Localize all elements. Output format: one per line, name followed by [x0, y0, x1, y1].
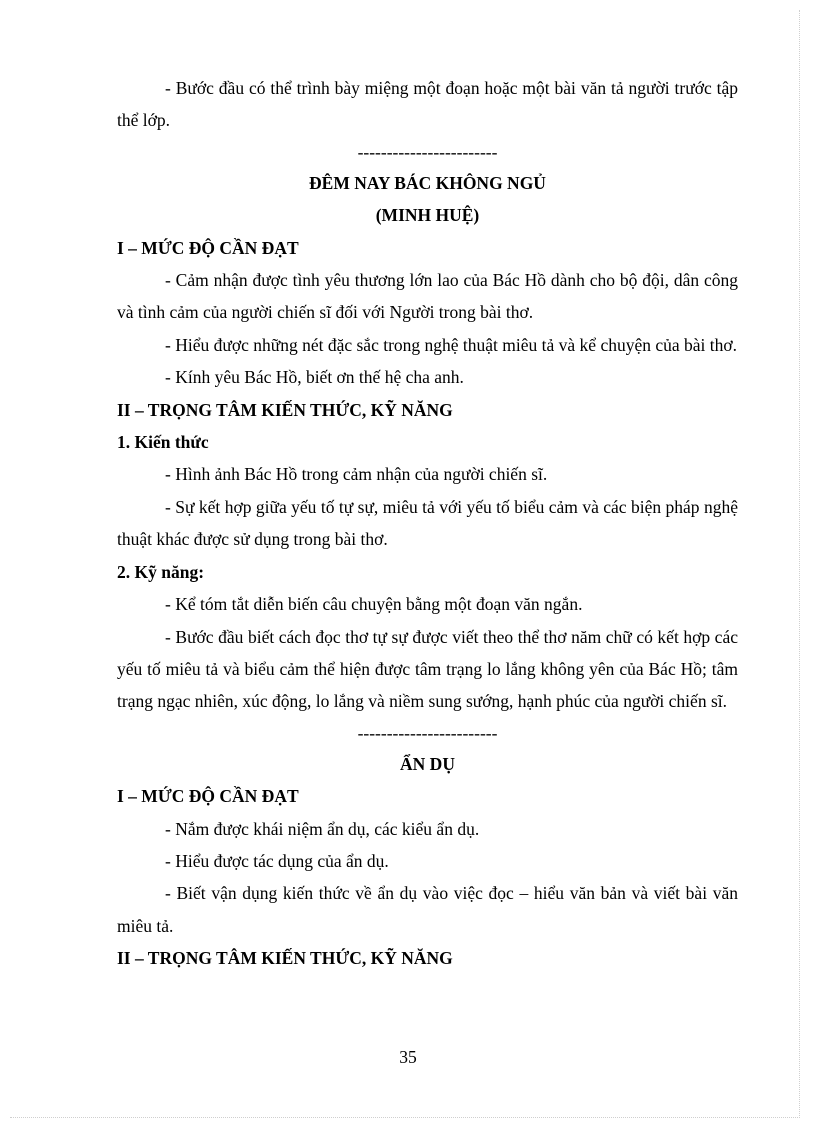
section-heading: II – TRỌNG TÂM KIẾN THỨC, KỸ NĂNG [117, 399, 453, 420]
paragraph: - Kể tóm tắt diễn biến câu chuyện bằng một đoạn văn ngắn. [165, 594, 583, 615]
section-heading: I – MỨC ĐỘ CẦN ĐẠT [117, 786, 299, 807]
section-heading: II – TRỌNG TÂM KIẾN THỨC, KỸ NĂNG [117, 948, 453, 969]
subsection-heading: 2. Kỹ năng: [117, 561, 205, 582]
subsection-heading: 1. Kiến thức [117, 432, 209, 453]
paragraph: - Hình ảnh Bác Hồ trong cảm nhận của người chiến sĩ. [165, 464, 548, 485]
section-heading: I – MỨC ĐỘ CẦN ĐẠT [117, 237, 299, 258]
lesson-title: ẨN DỤ [400, 753, 455, 774]
paragraph: - Cảm nhận được tình yêu thương lớn lao của Bác Hồ dành cho bộ đội, dân công và tình cảm của người chiến sĩ đối với Người trong bài thơ. [117, 270, 738, 323]
paragraph: - Hiểu được những nét đặc sắc trong nghệ thuật miêu tả và kể chuyện của bài thơ. [165, 334, 738, 355]
paragraph: - Bước đầu có thể trình bày miệng một đoạn hoặc một bài văn tả người trước tập thể lớp. [117, 78, 738, 131]
paragraph: - Kính yêu Bác Hồ, biết ơn thế hệ cha anh. [165, 367, 464, 388]
lesson-author: (MINH HUỆ) [375, 205, 480, 226]
lesson-title: ĐÊM NAY BÁC KHÔNG NGỦ [309, 172, 546, 193]
document-body [117, 72, 738, 975]
section-separator: ------------------------ [357, 722, 498, 743]
paragraph: - Bước đầu biết cách đọc thơ tự sự được viết theo thể thơ năm chữ có kết hợp các yếu tố miêu tả và biểu cảm thể hiện được tâm trạng lo lắng không yên của Bác Hồ; tâm trạng ngạc nhiên, xúc động, lo lắng và niềm sung sướng, hạnh phúc của người chiến sĩ. [117, 626, 738, 712]
page-number: 35 [399, 1047, 417, 1067]
paragraph: - Nắm được khái niệm ẩn dụ, các kiểu ẩn dụ. [165, 818, 480, 839]
paragraph: - Biết vận dụng kiến thức về ẩn dụ vào việc đọc – hiểu văn bản và viết bài văn miêu tả. [117, 883, 738, 936]
paragraph: - Hiểu được tác dụng của ẩn dụ. [165, 850, 389, 871]
section-separator: ------------------------ [357, 141, 498, 162]
paragraph: - Sự kết hợp giữa yếu tố tự sự, miêu tả với yếu tố biểu cảm và các biện pháp nghệ thuật khác được sử dụng trong bài thơ. [117, 496, 738, 550]
